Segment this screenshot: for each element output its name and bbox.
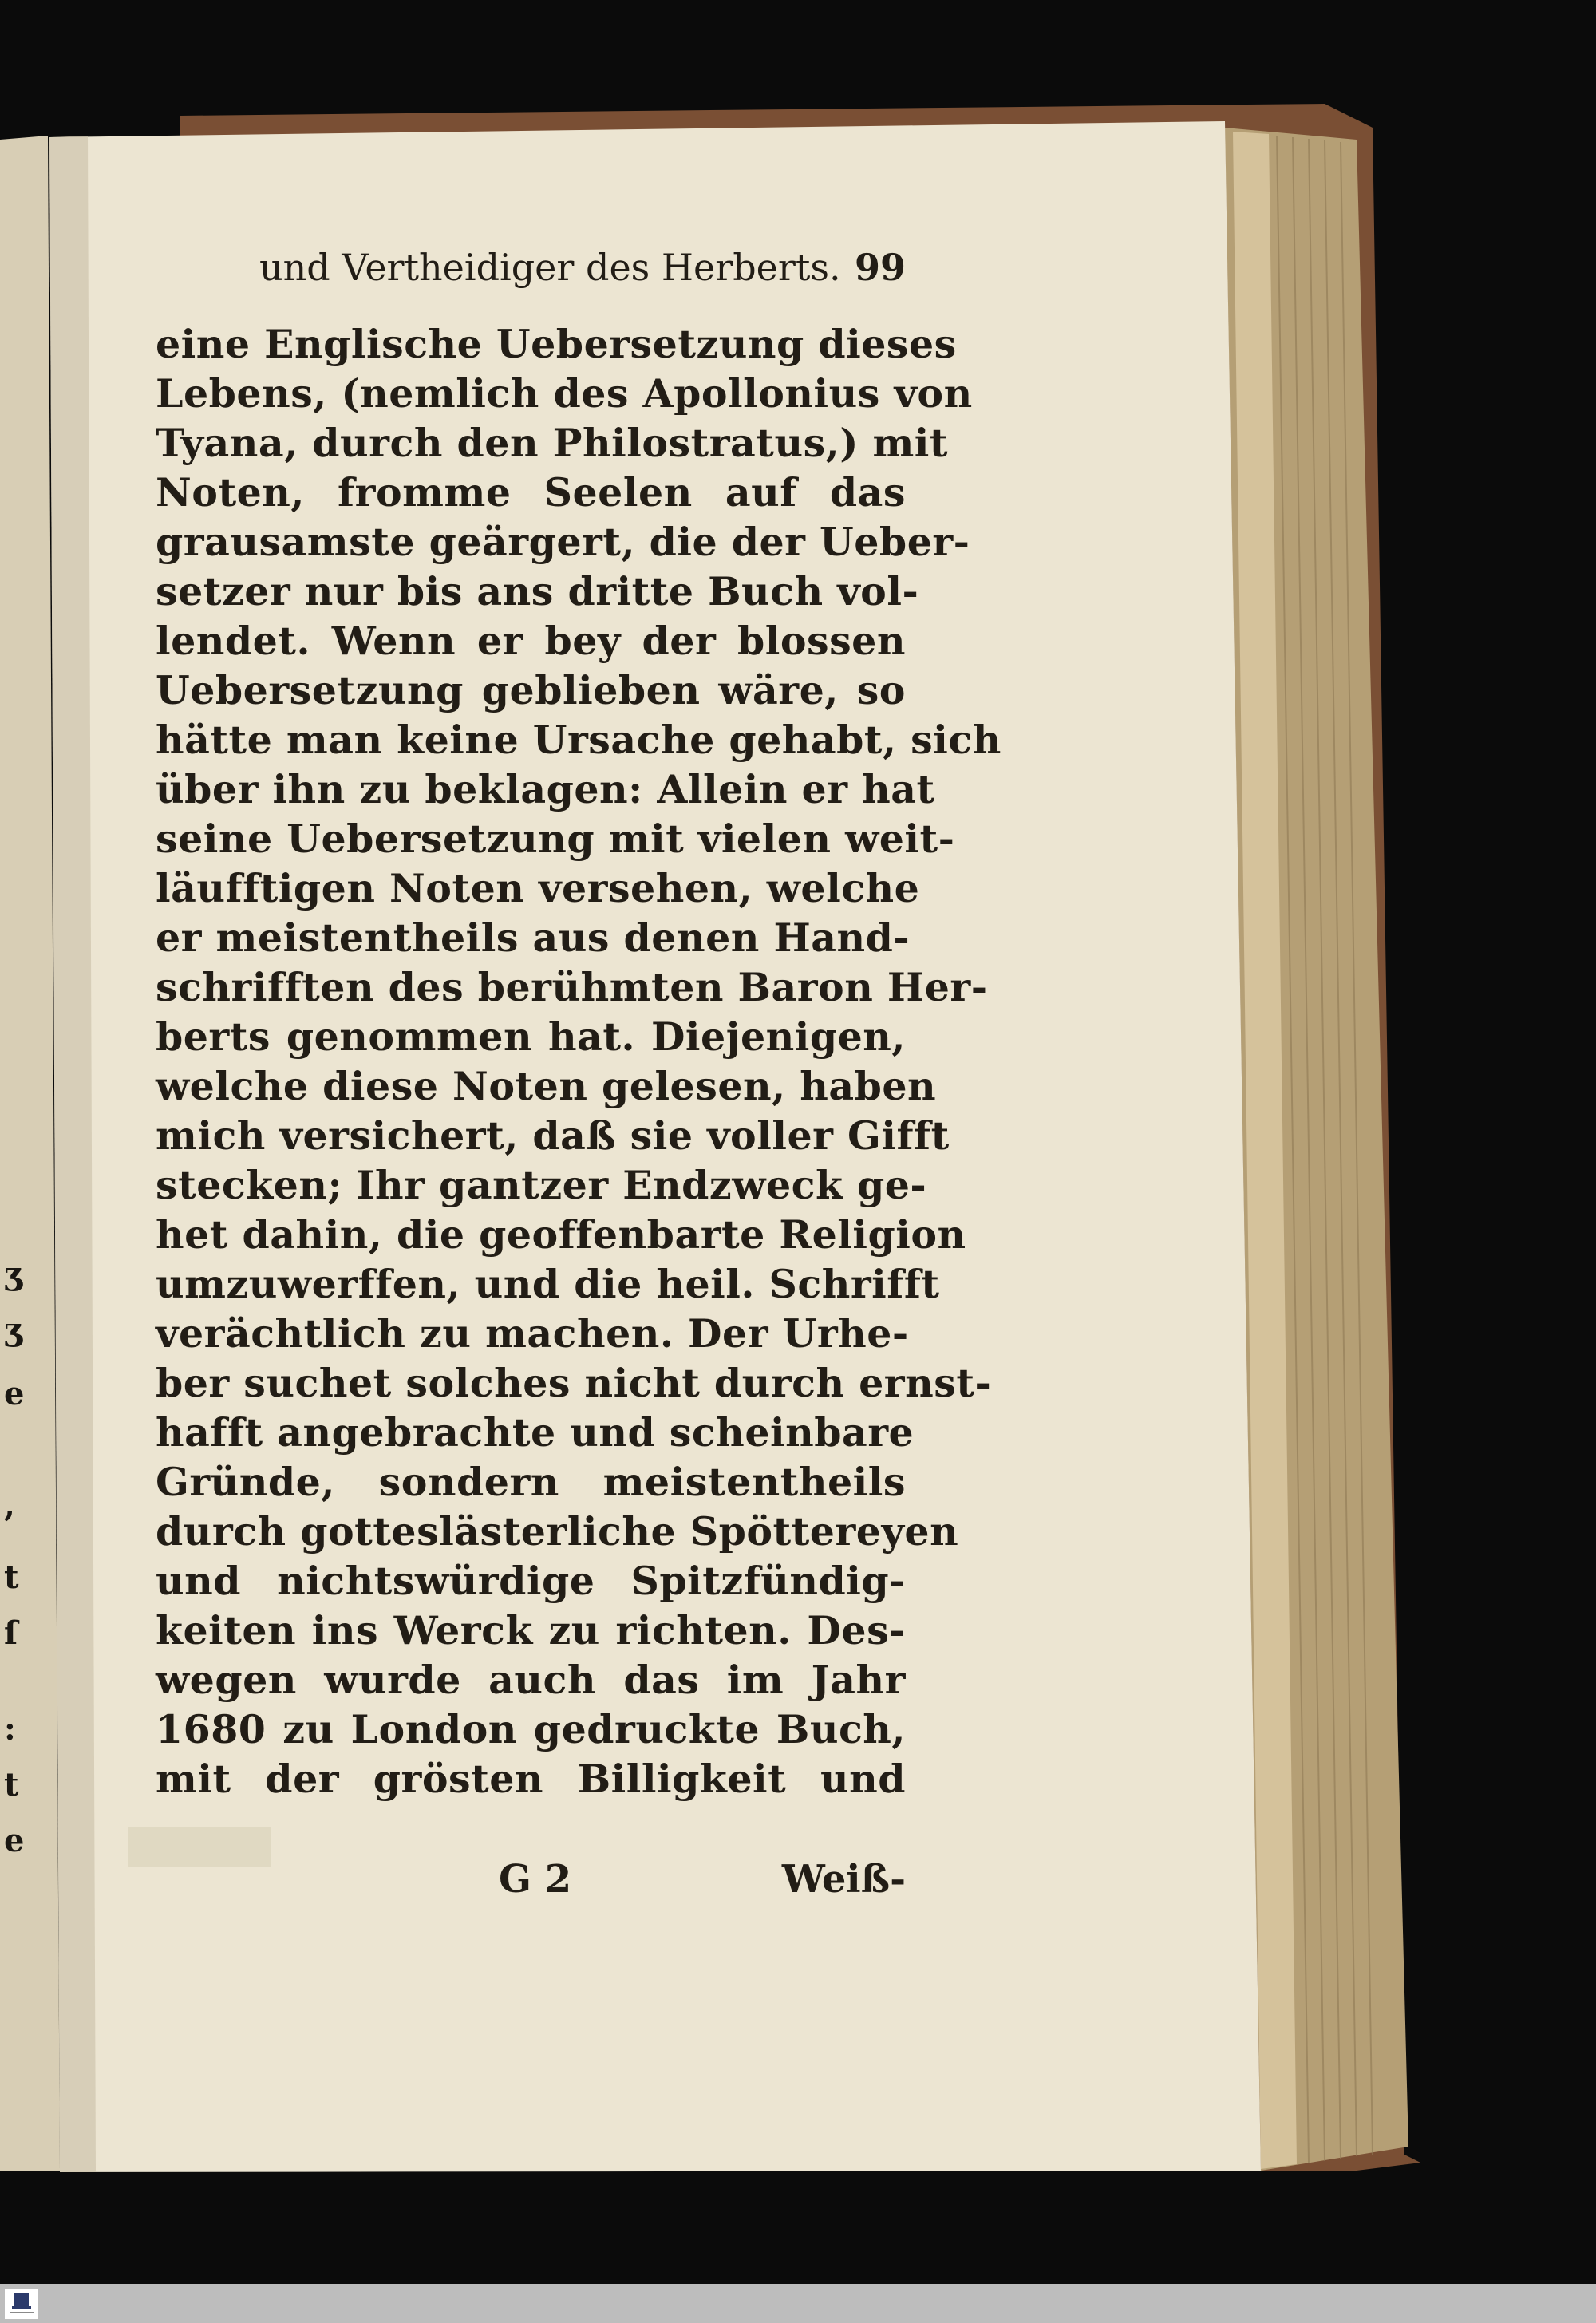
viewer-bottom-bar (0, 2284, 1596, 2323)
text-line: er meistentheils aus denen Hand- (156, 915, 911, 961)
text-line: Gründe, sondern meistentheils (156, 1459, 906, 1505)
text-line: und nichtswürdige Spitzfündig- (156, 1558, 906, 1604)
text-line: umzuwerffen, und die heil. Schrifft (156, 1261, 940, 1307)
running-title: und Vertheidiger des Herberts. (259, 246, 841, 289)
text-line: welche diese Noten gelesen, haben (156, 1063, 937, 1109)
text-line: läufftigen Noten versehen, welche (156, 865, 920, 911)
text-line: Uebersetzung geblieben wäre, so (156, 667, 906, 713)
svg-text:ʒ: ʒ (4, 1311, 22, 1349)
signature-mark: G 2 (499, 1857, 572, 1902)
svg-text::: : (4, 1710, 16, 1748)
text-line: durch gotteslästerliche Spöttereyen (156, 1508, 959, 1555)
text-line: stecken; Ihr gantzer Endzweck ge- (156, 1162, 927, 1208)
text-line: wegen wurde auch das im Jahr (156, 1657, 906, 1703)
text-line: keiten ins Werck zu richten. Des- (156, 1607, 906, 1653)
text-line: lendet. Wenn er bey der blossen (156, 618, 906, 664)
body-text (156, 319, 1001, 1803)
svg-text:ʒ: ʒ (4, 1255, 22, 1293)
text-line: hätte man keine Ursache gehabt, sich (156, 717, 1001, 763)
text-line: grausamste geärgert, die der Ueber- (156, 519, 970, 565)
svg-text:e: e (4, 1375, 25, 1412)
text-line: mich versichert, daß sie voller Gifft (156, 1112, 950, 1159)
text-line: ber suchet solches nicht durch ernst- (156, 1360, 992, 1406)
text-line: seine Uebersetzung mit vielen weit- (156, 816, 955, 862)
text-line: Noten, fromme Seelen auf das (156, 469, 906, 516)
svg-text:ſ: ſ (4, 1614, 18, 1652)
text-line: mit der grösten Billigkeit und (156, 1756, 906, 1802)
svg-text:t: t (4, 1766, 19, 1803)
page-footer (156, 1851, 906, 1907)
text-line: über ihn zu beklagen: Allein er hat (156, 766, 935, 812)
svg-text:,: , (4, 1487, 15, 1524)
svg-text:e: e (4, 1822, 25, 1859)
text-line: setzer nur bis ans dritte Buch vol- (156, 568, 919, 614)
text-line: eine Englische Uebersetzung dieses (156, 321, 957, 367)
text-line: 1680 zu London gedruckte Buch, (156, 1706, 906, 1752)
left-page-edge (0, 136, 60, 2171)
library-logo-icon (5, 2289, 38, 2319)
text-line: Lebens, (nemlich des Apollonius von (156, 370, 973, 417)
svg-text:t: t (4, 1559, 19, 1596)
running-head (235, 239, 906, 295)
text-line: schrifften des berühmten Baron Her- (156, 964, 988, 1010)
text-line: Tyana, durch den Philostratus,) mit (156, 420, 949, 466)
text-line: verächtlich zu machen. Der Urhe- (156, 1310, 909, 1357)
text-line: berts genommen hat. Diejenigen, (156, 1013, 906, 1060)
catchword: Weiß- (781, 1857, 906, 1902)
text-line: het dahin, die geoffenbarte Religion (156, 1211, 966, 1258)
text-line: hafft angebrachte und scheinbare (156, 1409, 915, 1456)
page-number: 99 (854, 246, 906, 289)
